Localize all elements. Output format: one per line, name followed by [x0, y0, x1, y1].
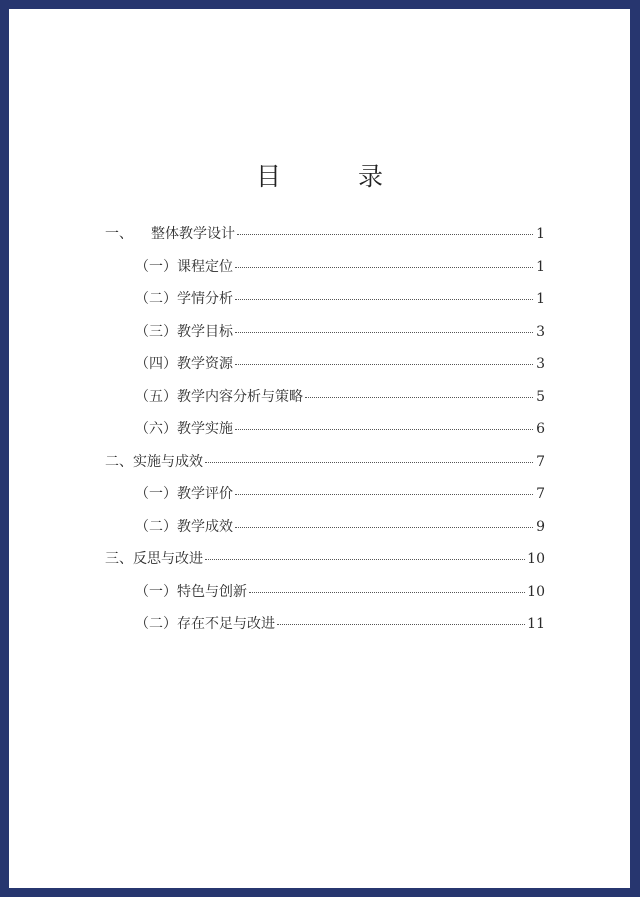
toc-page-number: 9 [536, 518, 545, 535]
toc-entry[interactable] [105, 516, 545, 549]
toc-dot-leader [235, 527, 533, 528]
toc-entry-text: 整体教学设计 [151, 226, 235, 242]
toc-entry-text: （六）教学实施 [135, 421, 233, 437]
toc-page-number: 6 [536, 421, 545, 437]
toc-page-number: 11 [527, 616, 545, 632]
toc-dot-leader [237, 234, 533, 235]
toc-entry-label [135, 581, 247, 601]
toc-page-number: 1 [536, 258, 545, 275]
toc-entry-label [135, 483, 233, 503]
document-page [9, 9, 630, 888]
toc-dot-leader [205, 559, 525, 560]
toc-dot-leader [235, 494, 533, 495]
toc-entry[interactable] [105, 548, 545, 581]
toc-dot-leader [235, 267, 533, 268]
toc-dot-leader [235, 429, 533, 430]
toc-entry[interactable] [105, 223, 545, 256]
toc-entry-label [135, 386, 303, 406]
toc-entry-label [105, 451, 203, 471]
toc-entry-label [135, 256, 233, 276]
toc-entry-text: （二）存在不足与改进 [135, 616, 275, 632]
table-of-contents [105, 223, 545, 646]
toc-page-number: 3 [536, 323, 545, 340]
toc-entry-text: （二）教学成效 [135, 518, 233, 535]
toc-page-number: 10 [527, 583, 545, 600]
toc-entry-label [135, 353, 233, 373]
toc-dot-leader [235, 299, 533, 300]
toc-entry-label [135, 418, 233, 438]
toc-entry-text: （二）学情分析 [135, 291, 233, 307]
toc-page-number: 3 [536, 356, 545, 372]
toc-entry[interactable] [105, 256, 545, 289]
toc-entry-label [135, 288, 233, 308]
toc-entry[interactable] [105, 353, 545, 386]
toc-entry-text: 二、实施与成效 [105, 453, 203, 470]
toc-entry[interactable] [105, 288, 545, 321]
toc-page-number: 1 [536, 226, 545, 242]
toc-dot-leader [205, 462, 533, 463]
toc-entry-label [135, 613, 275, 633]
toc-entry-text: 三、反思与改进 [105, 551, 203, 567]
toc-entry-text: （一）特色与创新 [135, 583, 247, 600]
toc-entry-label [105, 548, 203, 568]
toc-page-number: 5 [536, 388, 545, 405]
toc-entry-text: （一）教学评价 [135, 486, 233, 502]
toc-entry[interactable] [105, 483, 545, 516]
toc-dot-leader [277, 624, 525, 625]
toc-entry-label [105, 223, 235, 243]
page-title: 目 录 [255, 162, 409, 191]
toc-dot-leader [305, 397, 533, 398]
toc-entry[interactable] [105, 386, 545, 419]
toc-entry-text: （三）教学目标 [135, 323, 233, 340]
toc-page-number: 1 [536, 291, 545, 307]
toc-entry-text: （一）课程定位 [135, 258, 233, 275]
toc-entry-label [135, 321, 233, 341]
toc-entry[interactable] [105, 321, 545, 354]
toc-entry[interactable] [105, 613, 545, 646]
toc-entry-text: （五）教学内容分析与策略 [135, 388, 303, 405]
toc-entry-number: 一、 [105, 226, 133, 242]
toc-entry[interactable] [105, 451, 545, 484]
toc-entry[interactable] [105, 418, 545, 451]
toc-dot-leader [235, 332, 533, 333]
toc-dot-leader [235, 364, 533, 365]
toc-entry-label [135, 516, 233, 536]
toc-page-number: 7 [536, 486, 545, 502]
toc-entry[interactable] [105, 581, 545, 614]
toc-dot-leader [249, 592, 525, 593]
toc-entry-text: （四）教学资源 [135, 356, 233, 372]
toc-page-number: 7 [536, 453, 545, 470]
toc-page-number: 10 [527, 551, 545, 567]
